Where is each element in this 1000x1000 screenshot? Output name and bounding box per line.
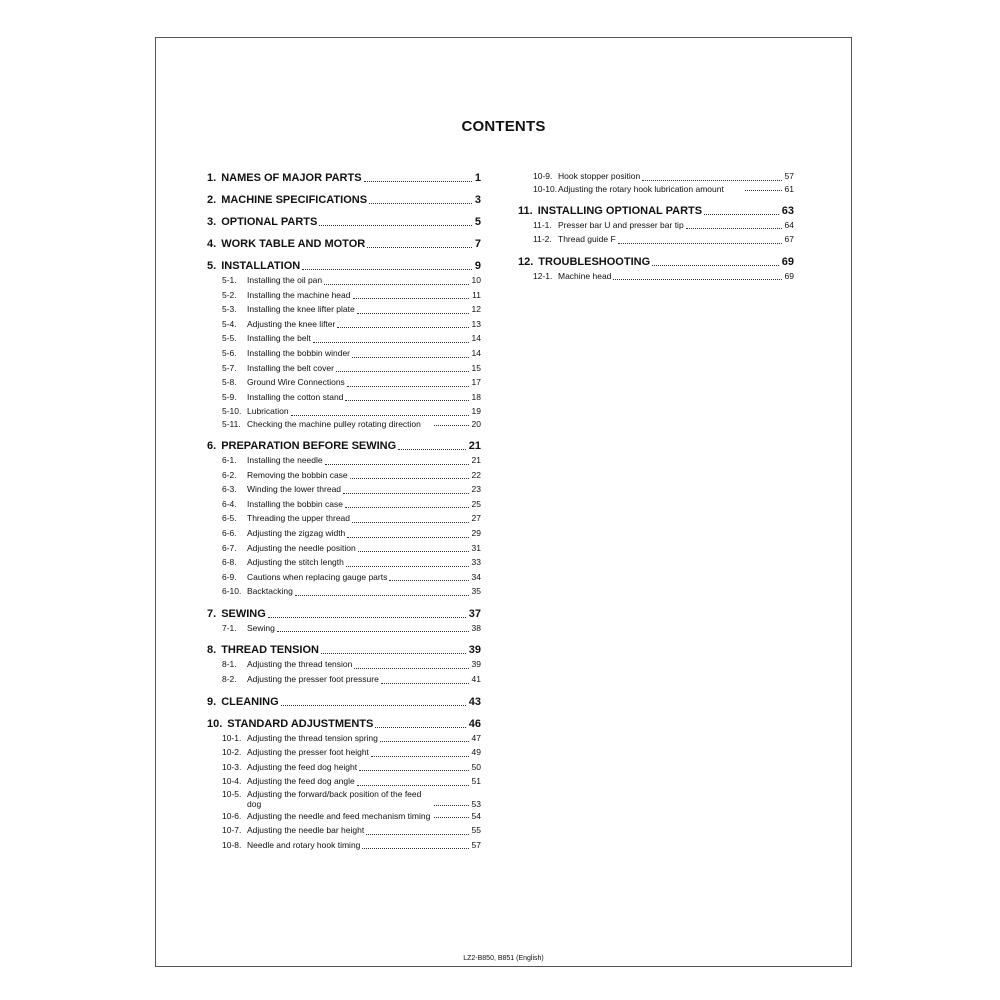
entry-title: Removing the bobbin case — [247, 469, 348, 480]
entry-number: 11. — [518, 204, 533, 217]
entry-title: Adjusting the thread tension spring — [247, 732, 378, 743]
entry-number: 10-10. — [533, 183, 558, 194]
entry-title: Installing the oil pan — [247, 275, 323, 285]
page-number: 63 — [781, 204, 794, 217]
dot-leader — [434, 805, 469, 806]
entry-title: Cautions when replacing gauge parts — [247, 571, 388, 582]
dot-leader — [434, 817, 469, 818]
entry-title: OPTIONAL PARTS — [221, 216, 318, 228]
entry-title: Adjusting the needle and feed mechanism timing — [247, 811, 431, 822]
dot-leader — [350, 478, 469, 479]
entry-title: Checking the machine pulley rotating direction — [247, 418, 421, 429]
page-number: 7 — [474, 238, 481, 250]
page-footer: LZ2-B850, B851 (English) — [463, 955, 544, 962]
toc-section-entry — [207, 259, 481, 273]
entry-number: 6-8. — [222, 557, 237, 568]
entry-number: 10-8. — [222, 839, 242, 850]
toc-section-entry — [518, 204, 794, 218]
page-number: 5 — [474, 216, 481, 228]
dot-leader — [352, 357, 469, 358]
dot-leader — [343, 493, 469, 494]
entry-title: Machine head — [558, 270, 612, 281]
toc-subsection-entry — [207, 390, 481, 405]
dot-leader — [281, 705, 466, 706]
page-number: 10 — [471, 275, 481, 285]
entry-number: 10-4. — [222, 776, 242, 787]
dot-leader — [336, 371, 469, 372]
toc-subsection-entry — [207, 526, 481, 541]
toc-subsection-entry — [207, 497, 481, 512]
entry-title: Backtacking — [247, 586, 293, 597]
section-gap — [207, 635, 481, 643]
toc-subsection-entry — [207, 273, 481, 288]
toc-subsection-entry — [207, 346, 481, 361]
section-gap — [207, 229, 481, 237]
page-number: 23 — [471, 484, 481, 495]
entry-title: Needle and rotary hook timing — [247, 839, 361, 850]
dot-leader — [345, 400, 468, 401]
entry-title: Installing the belt cover — [247, 362, 334, 373]
dot-leader — [380, 741, 469, 742]
toc-section-entry — [207, 717, 481, 731]
entry-number: 4. — [207, 238, 217, 250]
entry-title: Adjusting the thread tension — [247, 659, 353, 670]
page-number: 14 — [471, 347, 481, 358]
entry-title: Lubrication — [247, 406, 289, 417]
toc-subsection-entry — [207, 361, 481, 376]
dot-leader — [324, 284, 468, 285]
entry-number: 10-1. — [222, 732, 242, 743]
dot-leader — [277, 631, 469, 632]
entry-title: Installing the machine head — [247, 289, 351, 300]
page-number: 27 — [471, 513, 481, 524]
entry-number: 11-2. — [533, 234, 552, 245]
toc-subsection-entry — [207, 419, 481, 431]
entry-title: Adjusting the needle position — [247, 542, 356, 553]
page-number: 15 — [471, 362, 481, 373]
page-number: 25 — [471, 498, 481, 509]
page-number: 67 — [784, 234, 794, 245]
entry-title: CLEANING — [221, 695, 279, 708]
toc-subsection-entry — [207, 511, 481, 526]
toc-subsection-entry — [518, 184, 794, 196]
page-number: 18 — [471, 391, 481, 402]
page-number: 69 — [781, 255, 794, 268]
toc-subsection-entry — [207, 288, 481, 303]
toc-subsection-entry — [207, 838, 481, 853]
toc-section-entry — [207, 607, 481, 621]
toc-section-entry — [207, 237, 481, 251]
entry-number: 7-1. — [222, 622, 237, 633]
page-number: 34 — [471, 571, 481, 582]
entry-title: Installing the bobbin winder — [247, 347, 351, 358]
dot-leader — [354, 668, 468, 669]
dot-leader — [381, 683, 469, 684]
page-number: 33 — [471, 557, 481, 568]
entry-number: 9. — [207, 695, 217, 708]
dot-leader — [359, 770, 468, 771]
entry-title: Adjusting the feed dog angle — [247, 776, 355, 787]
toc-section-entry — [207, 439, 481, 453]
entry-number: 5. — [207, 260, 217, 272]
dot-leader — [357, 785, 469, 786]
page-number: 50 — [471, 761, 481, 772]
page-number: 20 — [471, 418, 481, 429]
dot-leader — [686, 228, 782, 229]
section-gap — [518, 196, 794, 204]
toc-subsection-entry — [207, 375, 481, 390]
page-number: 61 — [784, 183, 794, 194]
entry-number: 8-1. — [222, 659, 237, 670]
entry-number: 6-10. — [222, 586, 242, 597]
page-number: 55 — [471, 825, 481, 836]
toc-subsection-entry — [207, 789, 481, 811]
entry-title: Presser bar U and presser bar tip — [558, 219, 684, 230]
section-gap — [207, 709, 481, 717]
dot-leader — [347, 386, 469, 387]
entry-title: Adjusting the forward/back position of the feed dog — [247, 789, 422, 810]
page-number: 14 — [471, 333, 481, 344]
section-gap — [207, 687, 481, 695]
page-number: 53 — [471, 799, 481, 810]
entry-number: 6-6. — [222, 527, 237, 538]
page-number: 11 — [472, 289, 481, 300]
entry-title: Ground Wire Connections — [247, 377, 345, 388]
dot-leader — [613, 279, 781, 280]
toc-section-entry — [207, 171, 481, 185]
entry-title: Installing the knee lifter plate — [247, 304, 355, 315]
entry-number: 5-6. — [222, 347, 237, 358]
entry-title: Adjusting the presser foot pressure — [247, 674, 379, 685]
toc-subsection-entry — [207, 811, 481, 823]
entry-number: 6-7. — [222, 542, 237, 553]
entry-title: Installing the belt — [247, 333, 311, 344]
dot-leader — [337, 327, 468, 328]
dot-leader — [302, 269, 472, 270]
entry-number: 3. — [207, 216, 217, 228]
entry-number: 5-5. — [222, 333, 237, 344]
entry-title: Hook stopper position — [558, 171, 641, 181]
dot-leader — [369, 203, 472, 204]
page-number: 38 — [471, 622, 481, 633]
entry-number: 5-3. — [222, 304, 237, 315]
entry-number: 2. — [207, 194, 217, 206]
toc-subsection-entry — [207, 468, 481, 483]
toc-subsection-entry — [207, 672, 481, 687]
entry-title: PREPARATION BEFORE SEWING — [221, 439, 397, 452]
dot-leader — [389, 580, 468, 581]
entry-title: STANDARD ADJUSTMENTS — [227, 717, 374, 730]
dot-leader — [319, 225, 472, 226]
dot-leader — [295, 595, 469, 596]
toc-subsection-entry — [518, 169, 794, 184]
toc-subsection-entry — [207, 317, 481, 332]
page-number: 43 — [468, 695, 481, 708]
page-number: 39 — [471, 659, 481, 670]
entry-number: 10-6. — [222, 811, 242, 822]
entry-number: 6-1. — [222, 454, 237, 465]
toc-section-entry — [207, 215, 481, 229]
entry-title: MACHINE SPECIFICATIONS — [221, 194, 368, 206]
page-number: 13 — [471, 318, 481, 329]
toc-subsection-entry — [518, 232, 794, 247]
entry-number: 6-3. — [222, 484, 237, 495]
page-number: 41 — [471, 674, 481, 685]
entry-title: Thread guide F — [558, 234, 616, 245]
toc-subsection-entry — [207, 302, 481, 317]
entry-number: 10-3. — [222, 761, 242, 772]
entry-number: 5-2. — [222, 289, 237, 300]
dot-leader — [357, 313, 469, 314]
toc-column-right — [518, 169, 794, 283]
dot-leader — [345, 507, 469, 508]
page-number: 39 — [468, 644, 481, 657]
toc-subsection-entry — [207, 760, 481, 775]
entry-title: TROUBLESHOOTING — [538, 255, 651, 268]
entry-title: THREAD TENSION — [221, 644, 319, 657]
entry-title: Adjusting the presser foot height — [247, 747, 369, 758]
toc-subsection-entry — [207, 453, 481, 468]
entry-number: 7. — [207, 607, 217, 620]
section-gap — [207, 431, 481, 439]
dot-leader — [364, 181, 472, 182]
toc-subsection-entry — [207, 584, 481, 599]
entry-number: 5-10. — [222, 406, 242, 417]
page-number: 17 — [471, 377, 481, 388]
page-number: 51 — [471, 776, 481, 787]
dot-leader — [346, 566, 469, 567]
dot-leader — [704, 214, 779, 215]
page-number: 12 — [471, 304, 481, 315]
entry-title: Adjusting the stitch length — [247, 557, 344, 568]
section-gap — [207, 599, 481, 607]
entry-number: 5-11. — [222, 418, 241, 429]
toc-subsection-entry — [518, 269, 794, 284]
dot-leader — [362, 848, 468, 849]
dot-leader — [434, 425, 469, 426]
entry-number: 5-7. — [222, 362, 237, 373]
entry-title: Winding the lower thread — [247, 484, 342, 495]
toc-section-entry — [207, 193, 481, 207]
entry-title: Threading the upper thread — [247, 513, 351, 524]
dot-leader — [652, 265, 779, 266]
entry-title: SEWING — [221, 607, 266, 620]
dot-leader — [642, 180, 781, 181]
page-title: CONTENTS — [461, 118, 546, 135]
entry-number: 5-4. — [222, 318, 237, 329]
page-number: 57 — [471, 839, 481, 850]
page-number: 69 — [784, 270, 794, 281]
entry-number: 5-1. — [222, 275, 237, 285]
entry-title: Adjusting the knee lifter — [247, 318, 336, 329]
dot-leader — [353, 298, 470, 299]
dot-leader — [325, 464, 469, 465]
dot-leader — [358, 551, 469, 552]
page-number: 54 — [471, 811, 481, 822]
page-number: 49 — [471, 747, 481, 758]
toc-subsection-entry — [207, 541, 481, 556]
document-page — [155, 37, 852, 967]
dot-leader — [371, 756, 469, 757]
entry-number: 10-2. — [222, 747, 242, 758]
page-number: 3 — [474, 194, 481, 206]
toc-subsection-entry — [207, 657, 481, 672]
section-gap — [207, 251, 481, 259]
page-number: 47 — [471, 732, 481, 743]
toc-subsection-entry — [518, 218, 794, 233]
dot-leader — [291, 415, 469, 416]
entry-number: 11-1. — [533, 219, 552, 230]
toc-section-entry — [207, 695, 481, 709]
dot-leader — [618, 243, 782, 244]
entry-title: Installing the bobbin case — [247, 498, 343, 509]
entry-title: Adjusting the rotary hook lubrication amount — [558, 183, 724, 194]
page-number: 46 — [468, 717, 481, 730]
dot-leader — [367, 247, 472, 248]
entry-number: 6-9. — [222, 571, 237, 582]
entry-number: 8. — [207, 644, 217, 657]
dot-leader — [745, 190, 782, 191]
entry-number: 12. — [518, 255, 534, 268]
entry-number: 10. — [207, 717, 223, 730]
dot-leader — [398, 449, 466, 450]
section-gap — [207, 207, 481, 215]
page-number: 21 — [471, 454, 481, 465]
dot-leader — [268, 617, 466, 618]
page-number: 1 — [474, 172, 481, 184]
page-number: 21 — [468, 439, 481, 452]
entry-number: 8-2. — [222, 674, 237, 685]
entry-title: INSTALLING OPTIONAL PARTS — [537, 204, 703, 217]
toc-subsection-entry — [207, 745, 481, 760]
page-number: 35 — [471, 586, 481, 597]
entry-title: Sewing — [247, 622, 275, 633]
toc-column-left — [207, 171, 481, 852]
entry-title: Adjusting the zigzag width — [247, 527, 346, 538]
entry-number: 1. — [207, 172, 217, 184]
toc-subsection-entry — [207, 404, 481, 419]
page-number: 57 — [784, 171, 794, 181]
toc-subsection-entry — [207, 555, 481, 570]
dot-leader — [321, 653, 466, 654]
entry-number: 6-4. — [222, 498, 237, 509]
entry-number: 5-9. — [222, 391, 237, 402]
entry-title: NAMES OF MAJOR PARTS — [221, 172, 362, 184]
entry-number: 10-9. — [533, 171, 553, 181]
entry-number: 10-5. — [222, 789, 242, 800]
toc-subsection-entry — [207, 621, 481, 636]
toc-subsection-entry — [207, 731, 481, 746]
page-number: 19 — [471, 406, 481, 417]
toc-subsection-entry — [207, 774, 481, 789]
page-number: 64 — [784, 219, 794, 230]
entry-number: 6-5. — [222, 513, 237, 524]
dot-leader — [375, 727, 465, 728]
toc-section-entry — [207, 643, 481, 657]
entry-title: Adjusting the needle bar height — [247, 825, 365, 836]
entry-number: 12-1. — [533, 270, 553, 281]
toc-subsection-entry — [207, 482, 481, 497]
dot-leader — [352, 522, 469, 523]
page-number: 31 — [471, 542, 481, 553]
page-number: 9 — [474, 260, 481, 272]
section-gap — [207, 185, 481, 193]
toc-subsection-entry — [207, 570, 481, 585]
page-number: 37 — [468, 607, 481, 620]
dot-leader — [366, 834, 468, 835]
section-gap — [518, 247, 794, 255]
page-number: 22 — [471, 469, 481, 480]
entry-title: Adjusting the feed dog height — [247, 761, 358, 772]
entry-title: Installing the needle — [247, 454, 323, 465]
entry-number: 6. — [207, 439, 217, 452]
entry-title: WORK TABLE AND MOTOR — [221, 238, 366, 250]
toc-subsection-entry — [207, 331, 481, 346]
entry-number: 5-8. — [222, 377, 237, 388]
dot-leader — [347, 537, 468, 538]
toc-subsection-entry — [207, 823, 481, 838]
dot-leader — [313, 342, 469, 343]
entry-title: INSTALLATION — [221, 260, 301, 272]
toc-section-entry — [518, 255, 794, 269]
entry-number: 10-7. — [222, 825, 242, 836]
entry-number: 6-2. — [222, 469, 237, 480]
page-number: 29 — [471, 527, 481, 538]
entry-title: Installing the cotton stand — [247, 391, 344, 402]
